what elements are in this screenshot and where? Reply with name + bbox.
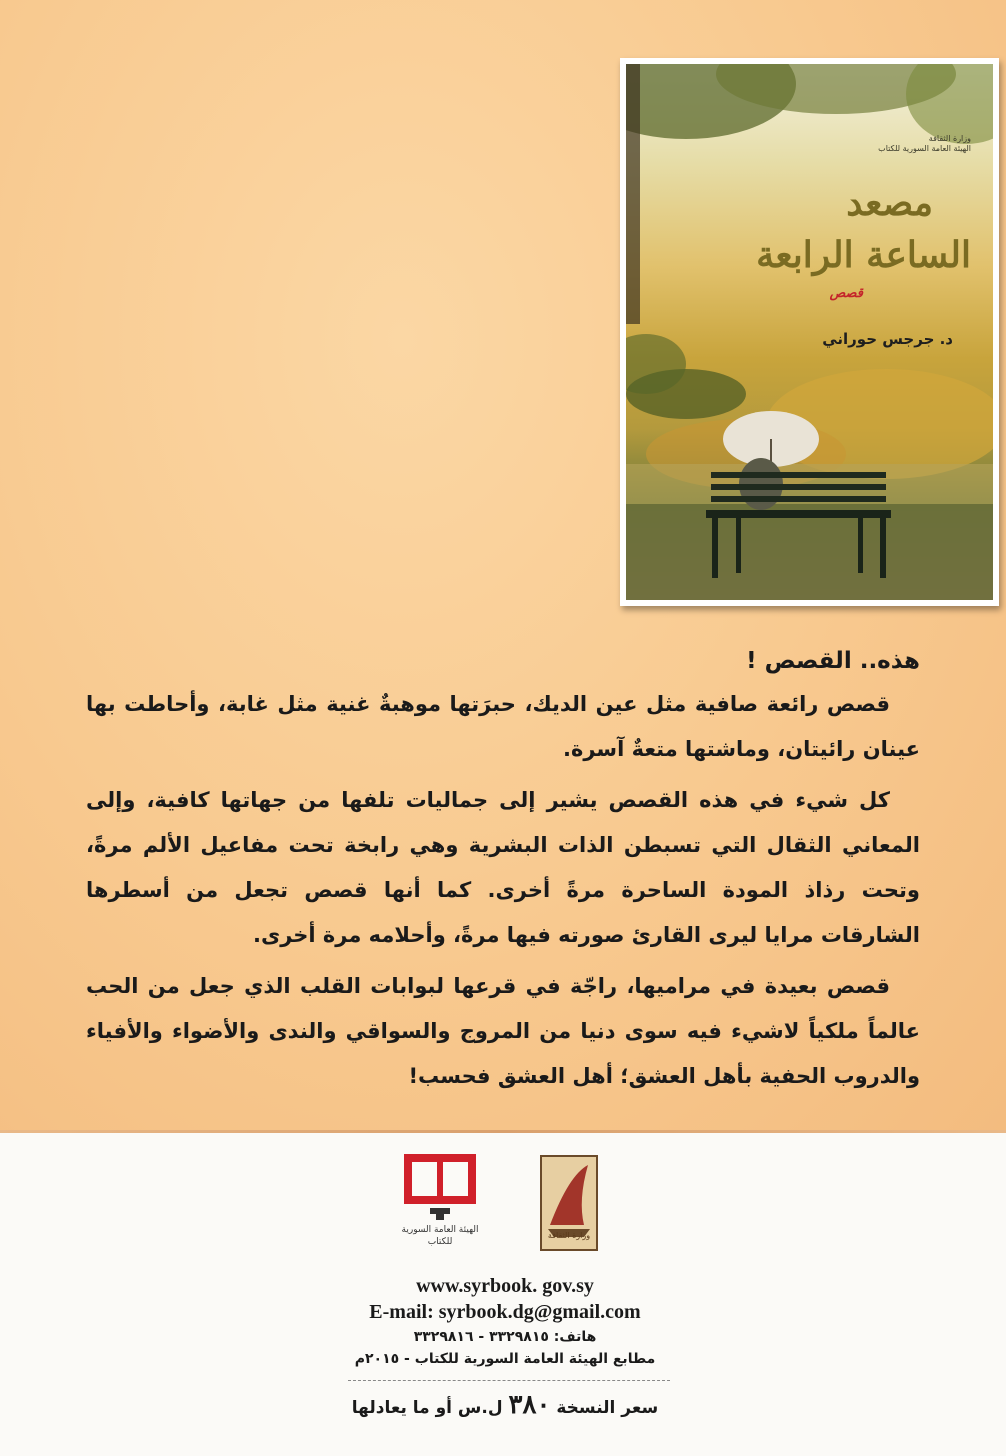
cover-title-line2: الساعة الرابعة [756,234,971,276]
syrian-book-authority-logo [400,1150,480,1270]
cover-artwork [626,64,993,600]
cover-genre: قصص [829,286,863,301]
book-cover-image [620,58,999,606]
blurb-paragraph: قصص بعيدة في مراميها، راجّة في قرعها لبوابات القلب الذي جعل من الحب عالماً ملكياً لاشيء فيه سوى دنيا من المروج والسواقي والندى والأضواء والأفياء والدروب الحفية بأهل العشق؛ أهل العشق فحسب! [86,974,920,1088]
email-address[interactable]: E-mail: syrbook.dg@gmail.com [369,1301,641,1323]
price-prefix: سعر النسخة [556,1398,659,1418]
cover-publisher-line: الهيئة العامة السورية للكتاب [878,144,971,153]
phone-numbers: هاتف: ٣٣٢٩٨١٥ - ٣٣٢٩٨١٦ [413,1329,597,1345]
price-suffix: ل.س أو ما يعادلها [351,1398,503,1418]
website-link[interactable]: www.syrbook. gov.sy [416,1275,594,1297]
blurb-paragraph: قصص رائعة صافية مثل عين الديك، حبرَتها موهبةٌ غنية مثل غابة، وأحاطت بها عينان رائيتان، وماشتها متعةٌ آسرة. [86,692,920,761]
cover-title-line1: مصعد [846,182,933,224]
price-separator [348,1380,670,1381]
cover-publisher [851,134,971,154]
blurb-heading: هذه.. القصص ! [746,648,920,674]
ministry-caption: وزارة الثقافة [547,1231,591,1240]
blurb [86,648,920,1105]
open-book-icon [400,1150,480,1270]
price-line [300,1390,710,1420]
price-value: ٣٨٠ [508,1390,551,1420]
blurb-paragraph: كل شيء في هذه القصص يشير إلى جماليات تلفها من جهاتها كافية، وإلى المعاني الثقال التي تسبطن الذات البشرية وهي رابخة تحت مفاعيل الألم مرةً، وتحت رذاذ المودة الساحرة مرةً أخرى. كما أنها قصص تجعل من أسطرها الشارقات مرايا ليرى القارئ صورته فيها مرةً، وأحلامه مرة أخرى. [86,788,920,947]
logo-caption: الهيئة العامة السورية للكتاب [401,1225,479,1247]
ministry-logo [540,1155,598,1251]
cover-publisher-line: وزارة الثقافة [928,134,971,143]
printer-credit: مطابع الهيئة العامة السورية للكتاب - ٢٠١٥م [354,1351,656,1367]
cover-author: د. جرجس حوراني [822,330,953,348]
